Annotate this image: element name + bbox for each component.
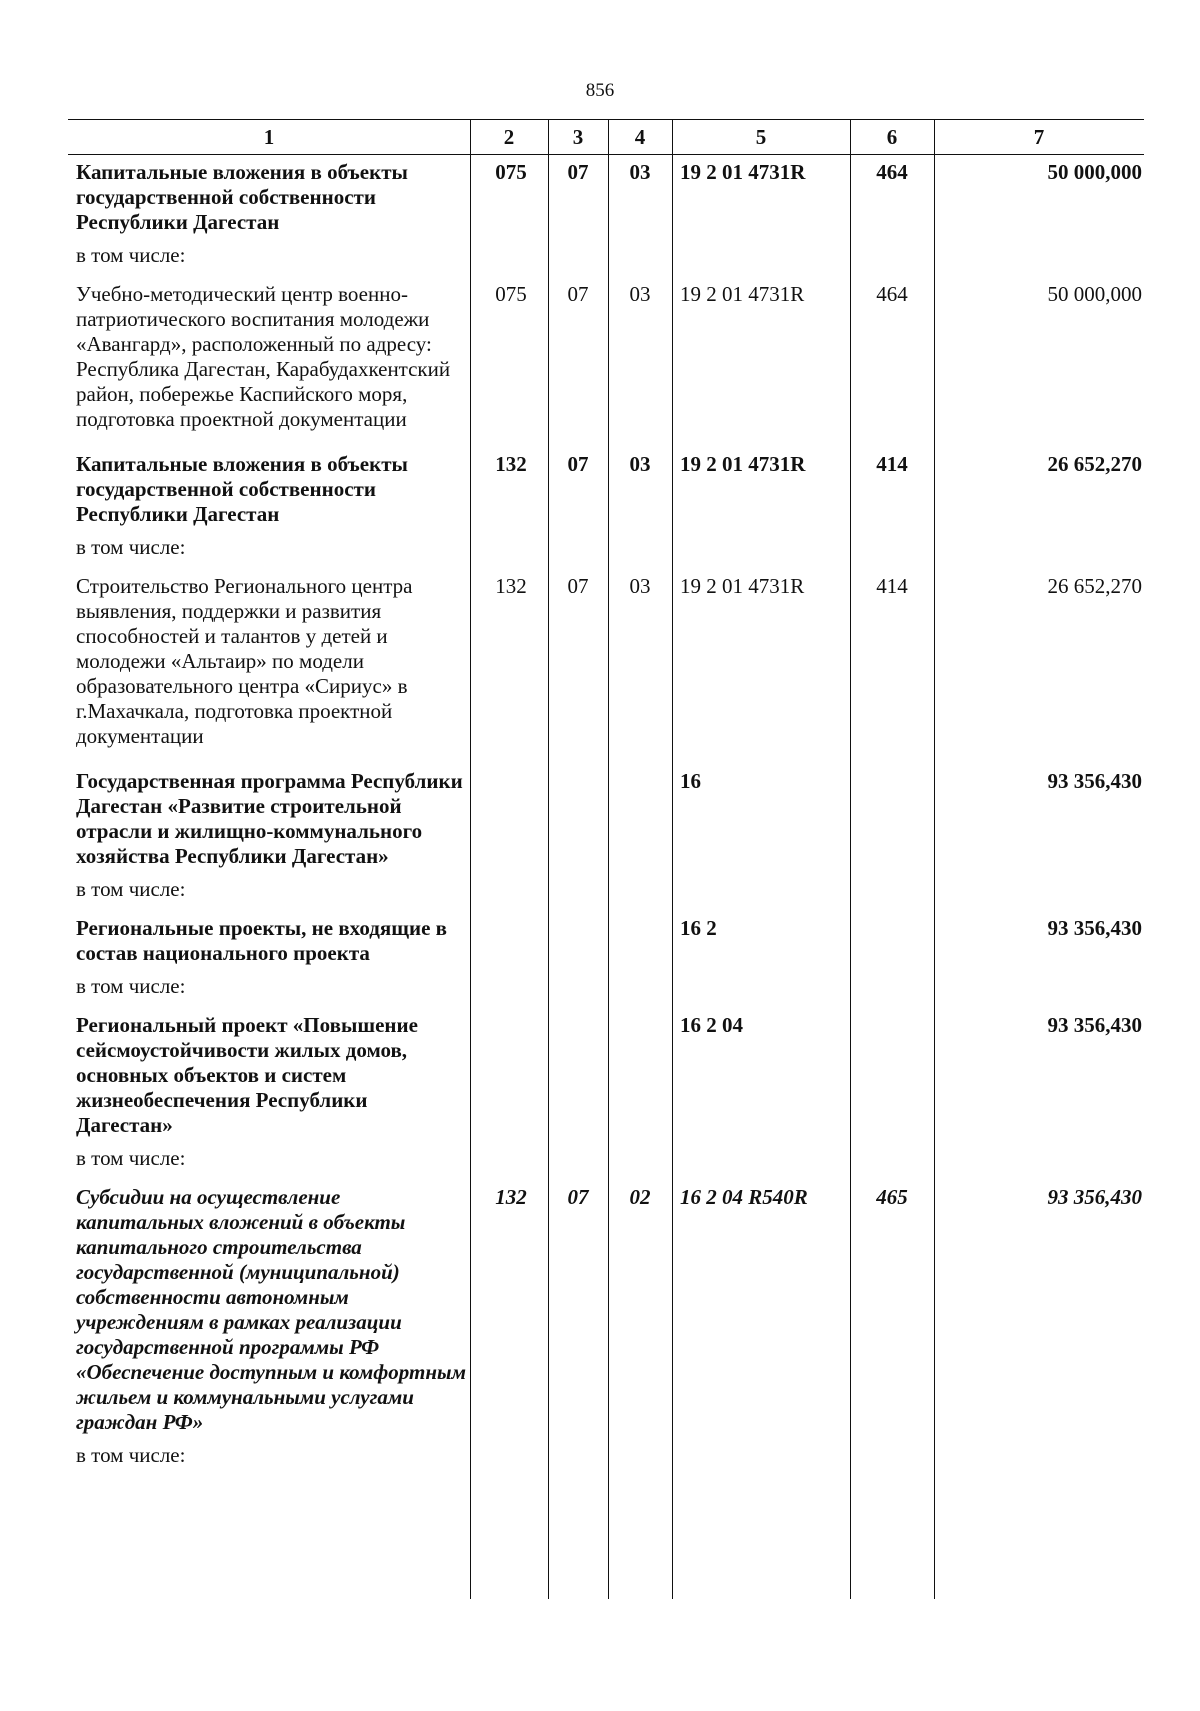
row-name: Региональный проект «Повышение сейсмоустойчивости жилых домов, основных объектов и систем жизнеобеспечения Республики Дагестан»: [76, 1013, 418, 1137]
row-name: Субсидии на осуществление капитальных вложений в объекты капитального строительства государственной (муниципальной) собственности автономным учреждениям в рамках реализации государственной программы РФ «Обеспечение доступным и комфортным жильем и коммунальными услугами граждан РФ»: [76, 1185, 466, 1434]
header-col-2: 2: [503, 125, 515, 149]
row-note: [0, 527, 1200, 574]
row-col-5: 16: [680, 769, 701, 793]
row-name: Региональные проекты, не входящие в состав национального проекта: [76, 916, 447, 965]
row-col-5: 19 2 01 4731R: [680, 160, 806, 184]
table-top-rule: [68, 119, 1144, 120]
header-col-7: 7: [1033, 125, 1045, 149]
row-note: [0, 966, 1200, 1013]
table-row: [0, 282, 1200, 432]
row-name: Строительство Регионального центра выявления, поддержки и развития способностей и талантов у детей и молодежи «Альтаир» по модели образовательного центра «Сириус» в г.Махачкала, подготовка проектной документации: [76, 574, 413, 748]
row-col-7: 26 652,270: [1047, 574, 1142, 598]
row-col-4: 03: [629, 452, 651, 476]
row-note-text: в том числе:: [76, 877, 186, 901]
row-col-6: 464: [876, 160, 908, 184]
row-col-5: 19 2 01 4731R: [680, 452, 806, 476]
header-col-4: 4: [634, 125, 646, 149]
row-note-text: в том числе:: [76, 243, 186, 267]
row-col-4: 03: [629, 574, 651, 598]
row-col-7: 93 356,430: [1047, 1013, 1142, 1037]
row-col-3: 07: [567, 574, 589, 598]
table-row: [0, 916, 1200, 966]
row-name: Капитальные вложения в объекты государственной собственности Республики Дагестан: [76, 452, 408, 526]
row-col-2: 132: [495, 1185, 527, 1209]
row-col-6: 465: [876, 1185, 908, 1209]
header-col-6: 6: [886, 125, 898, 149]
row-col-5: 16 2 04 R540R: [680, 1185, 808, 1209]
row-name: Государственная программа Республики Дагестан «Развитие строительной отрасли и жилищно-коммунального хозяйства Республики Дагестан»: [76, 769, 463, 868]
row-note: [0, 869, 1200, 916]
row-col-5: 19 2 01 4731R: [680, 282, 805, 306]
row-col-2: 132: [495, 574, 527, 598]
row-col-6: 414: [876, 452, 908, 476]
row-col-5: 19 2 01 4731R: [680, 574, 805, 598]
row-col-4: 02: [629, 1185, 651, 1209]
row-name: Капитальные вложения в объекты государственной собственности Республики Дагестан: [76, 160, 408, 234]
row-note-text: в том числе:: [76, 1146, 186, 1170]
row-note: [0, 1138, 1200, 1185]
row-col-4: 03: [629, 160, 651, 184]
row-col-6: 414: [876, 574, 908, 598]
row-note-text: в том числе:: [76, 535, 186, 559]
table-row: [0, 160, 1200, 235]
row-col-7: 50 000,000: [1047, 160, 1142, 184]
row-col-3: 07: [567, 282, 589, 306]
row-col-3: 07: [567, 160, 589, 184]
row-col-7: 93 356,430: [1047, 916, 1142, 940]
row-col-2: 132: [495, 452, 527, 476]
row-name: Учебно-методический центр военно-патриотического воспитания молодежи «Авангард», расположенный по адресу: Республика Дагестан, Карабудахкентский район, побережье Каспийского моря, подготовка проектной документации: [76, 282, 451, 431]
row-spacer: [0, 432, 1200, 452]
row-note-text: в том числе:: [76, 974, 186, 998]
row-col-3: 07: [567, 452, 589, 476]
table-body: [0, 160, 1200, 1482]
table-row: [0, 452, 1200, 527]
table-row: [0, 769, 1200, 869]
row-col-2: 075: [495, 160, 527, 184]
row-col-5: 16 2: [680, 916, 717, 940]
header-col-5: 5: [755, 125, 767, 149]
row-note-text: в том числе:: [76, 1443, 186, 1467]
row-col-5: 16 2 04: [680, 1013, 743, 1037]
table-row: [0, 574, 1200, 749]
row-col-4: 03: [629, 282, 651, 306]
row-spacer: [0, 749, 1200, 769]
row-col-7: 50 000,000: [1047, 282, 1142, 306]
header-col-3: 3: [572, 125, 584, 149]
row-col-7: 93 356,430: [1047, 769, 1142, 793]
page-number: 856: [585, 80, 615, 101]
row-note: [0, 235, 1200, 282]
table-row: [0, 1013, 1200, 1138]
row-col-3: 07: [567, 1185, 589, 1209]
table-row: [0, 1185, 1200, 1435]
row-col-6: 464: [876, 282, 908, 306]
row-col-2: 075: [495, 282, 527, 306]
row-col-7: 26 652,270: [1047, 452, 1142, 476]
row-note: [0, 1435, 1200, 1482]
header-col-1: 1: [263, 125, 275, 149]
table-header-rule: [68, 154, 1144, 155]
row-col-7: 93 356,430: [1047, 1185, 1142, 1209]
